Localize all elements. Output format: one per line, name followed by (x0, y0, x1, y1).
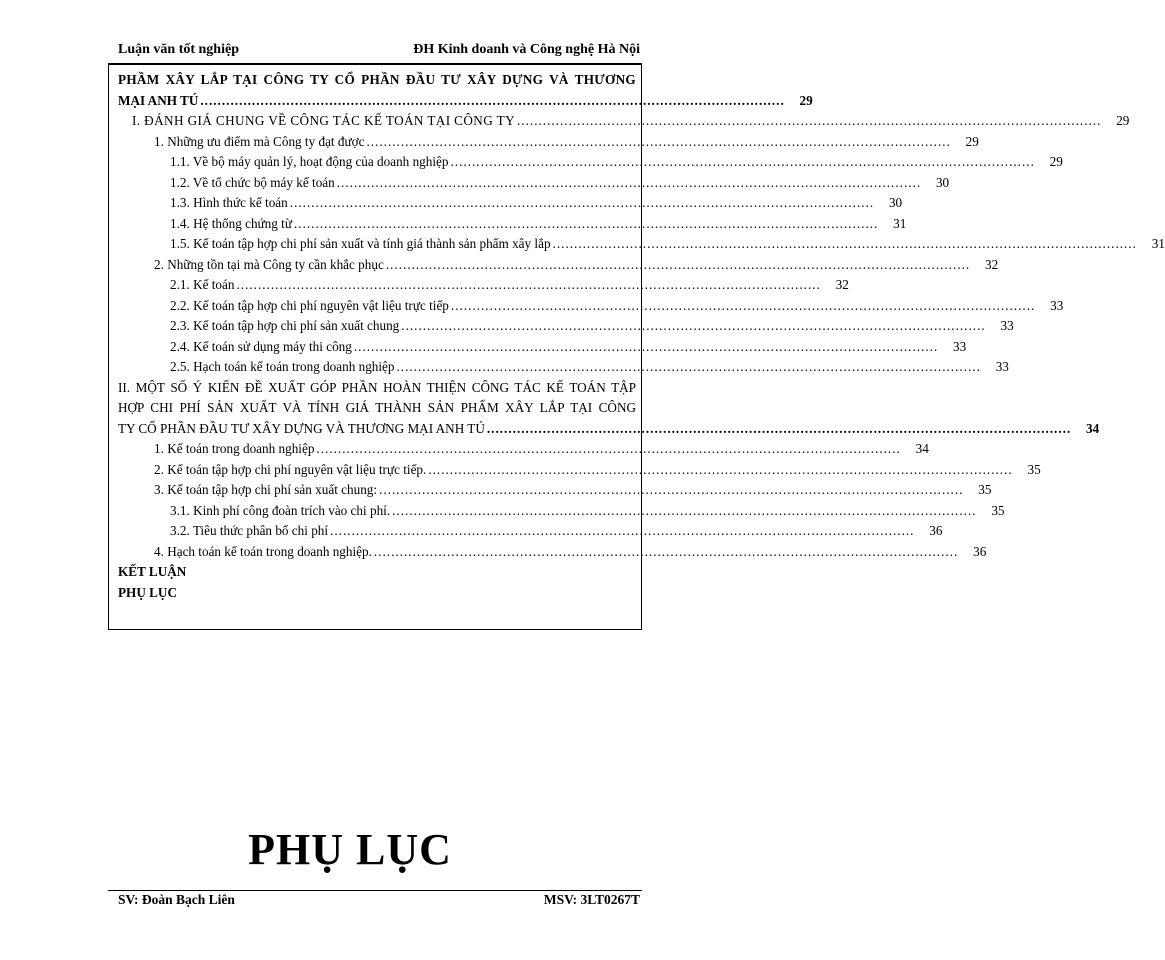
leader-dots: ........................................................................................................................................ (392, 502, 977, 518)
toc-entry[interactable] (118, 501, 1005, 522)
toc-entry-label: 3.1. Kinh phí công đoàn trích vào chi phí. (170, 501, 392, 522)
leader-dots: ........................................................................................................................................ (316, 441, 901, 456)
toc-entry-label: 2.2. Kế toán tập hợp chi phí nguyên vật liệu trực tiếp (170, 296, 451, 317)
toc-entry[interactable] (118, 255, 999, 276)
toc-page-number: 33 (995, 359, 1009, 374)
toc-entry-label: 2.1. Kế toán (170, 275, 236, 296)
toc-entry[interactable] (118, 132, 979, 153)
toc-entry-label: 3. Kế toán tập hợp chi phí sản xuất chung: (154, 480, 379, 501)
toc-section-1[interactable] (118, 111, 1130, 132)
leader-dots: ........................................................................................................................................ (385, 256, 971, 272)
toc-entry-label: 1. Kế toán trong doanh nghiệp (154, 439, 316, 460)
toc-section-2[interactable] (118, 419, 1100, 440)
leader-dots: ........................................................................................................................................ (236, 277, 821, 292)
leader-dots: ........................................................................................................................................ (289, 195, 875, 210)
leader-dots: ........................................................................................................................................ (353, 338, 939, 354)
toc-entry[interactable] (118, 480, 992, 501)
leader-dots: ........................................................................................................................................ (293, 215, 879, 231)
toc-entry-label: 1.2. Về tổ chức bộ máy kế toán (170, 173, 337, 194)
toc-conclusion[interactable]: KẾT LUẬN (118, 564, 187, 579)
toc-entry-label: 1.5. Kế toán tập hợp chi phí sản xuất và tính giá thành sản phẩm xây lắp (170, 234, 553, 255)
toc-entry[interactable] (118, 173, 950, 194)
toc-entry-label: 1.4. Hệ thống chứng từ (170, 214, 294, 235)
toc-entry[interactable] (118, 234, 1165, 255)
leader-dots: ........................................................................................................................................ (552, 236, 1137, 251)
toc-page-number: 29 (1049, 154, 1063, 169)
toc-entry[interactable] (118, 193, 903, 214)
toc-section-2-line1[interactable]: II. MỘT SỐ Ý KIẾN ĐỀ XUẤT GÓP PHẦN HOÀN THIỆN CÔNG TÁC KẾ TOÁN TẬP (118, 379, 636, 395)
toc-entry-label: 2.4. Kế toán sử dụng máy thi công (170, 337, 354, 358)
toc-page-number: 33 (1050, 297, 1064, 313)
toc-entry[interactable] (118, 542, 987, 563)
toc-page-number: 34 (915, 441, 929, 456)
page-header (118, 42, 640, 64)
toc-entry[interactable] (118, 275, 849, 296)
toc-page-number: 30 (888, 195, 903, 210)
toc-section-2-line2[interactable]: HỢP CHI PHÍ SẢN XUẤT VÀ TÍNH GIÁ THÀNH SẢN PHẨM XÂY LẮP TẠI CÔNG (118, 400, 636, 415)
toc-page-number: 31 (1151, 236, 1165, 251)
header-thesis-label: Luận văn tốt nghiệp (118, 42, 239, 57)
toc-entry[interactable] (118, 214, 907, 235)
table-of-contents (118, 70, 1165, 603)
toc-page-number: 35 (1027, 461, 1041, 477)
toc-entry-label: 1.3. Hình thức kế toán (170, 193, 290, 214)
toc-entry[interactable] (118, 316, 1014, 337)
footer-rule (108, 890, 642, 891)
toc-page-number: 31 (893, 215, 907, 231)
toc-entry-label: I. ĐÁNH GIÁ CHUNG VỀ CÔNG TÁC KẾ TOÁN TẠI CÔNG TY (132, 111, 517, 132)
toc-page-number: 36 (929, 523, 943, 538)
toc-section-2-line3: TY CỔ PHẦN ĐẦU TƯ XÂY DỰNG VÀ THƯƠNG MẠI ANH TÚ (118, 419, 487, 440)
toc-page-number: 35 (991, 502, 1005, 518)
toc-entry[interactable] (118, 337, 967, 358)
toc-entry[interactable] (118, 357, 1009, 378)
toc-page-number: 34 (1086, 420, 1100, 436)
toc-page-number: 36 (973, 543, 987, 559)
toc-page-number: 29 (1116, 113, 1130, 128)
toc-entry-label: 1. Những ưu điểm mà Công ty đạt được (154, 132, 366, 153)
leader-dots: ........................................................................................................................................ (330, 523, 915, 538)
toc-part-title[interactable] (118, 91, 813, 112)
toc-page-number: 30 (935, 174, 950, 190)
toc-page-number: 29 (799, 92, 813, 108)
toc-entry-label: 3.2. Tiêu thức phân bổ chi phí (170, 521, 330, 542)
leader-dots: ........................................................................................................................................ (486, 420, 1072, 436)
appendix-heading: PHỤ LỤC (248, 825, 452, 874)
toc-entry-label: 2. Những tồn tại mà Công ty cần khắc phục (154, 255, 386, 276)
toc-entry[interactable] (118, 152, 1063, 173)
leader-dots: ........................................................................................................................................ (428, 461, 1013, 477)
toc-page-number: 32 (985, 256, 999, 272)
toc-part-title-line2: MẠI ANH TÚ (118, 91, 200, 112)
leader-dots: ........................................................................................................................................ (366, 133, 951, 149)
leader-dots: ........................................................................................................................................ (401, 318, 986, 333)
toc-part-title-line1: PHẦM XÂY LẮP TẠI CÔNG TY CỔ PHẦN ĐẦU TƯ XÂY DỰNG VÀ THƯƠNG (118, 72, 636, 87)
leader-dots: ........................................................................................................................................ (450, 297, 1036, 313)
toc-entry[interactable] (118, 460, 1041, 481)
leader-dots: ........................................................................................................................................ (396, 359, 981, 374)
toc-entry[interactable] (118, 521, 943, 542)
toc-entry-label: 2.5. Hạch toán kế toán trong doanh nghiệp (170, 357, 397, 378)
toc-entry[interactable] (118, 296, 1064, 317)
toc-appendix[interactable]: PHỤ LỤC (118, 584, 177, 600)
leader-dots: ........................................................................................................................................ (450, 154, 1035, 169)
toc-page-number: 33 (1000, 318, 1014, 333)
toc-entry[interactable] (118, 439, 929, 460)
toc-entry-label: 2.3. Kế toán tập hợp chi phí sản xuất chung (170, 316, 401, 337)
footer-student-name: SV: Đoàn Bạch Liên (118, 892, 235, 907)
leader-dots: ........................................................................................................................................ (379, 482, 964, 497)
header-university: ĐH Kinh doanh và Công nghệ Hà Nội (413, 42, 640, 57)
leader-dots: ........................................................................................................................................ (517, 113, 1102, 128)
toc-page-number: 32 (835, 277, 849, 292)
leader-dots: ........................................................................................................................................ (336, 174, 922, 190)
toc-page-number: 29 (965, 133, 979, 149)
toc-entry-label: 1.1. Về bộ máy quản lý, hoạt động của doanh nghiệp (170, 152, 450, 173)
toc-entry-label: 2. Kế toán tập hợp chi phí nguyên vật liệu trực tiếp. (154, 460, 428, 481)
leader-dots: ........................................................................................................................................ (373, 543, 959, 559)
toc-page-number: 33 (953, 338, 967, 354)
toc-entry-label: 4. Hạch toán kế toán trong doanh nghiệp. (154, 542, 374, 563)
leader-dots: ........................................................................................................................................ (200, 92, 785, 108)
footer-student-id: MSV: 3LT0267T (543, 892, 640, 907)
toc-page-number: 35 (978, 482, 992, 497)
